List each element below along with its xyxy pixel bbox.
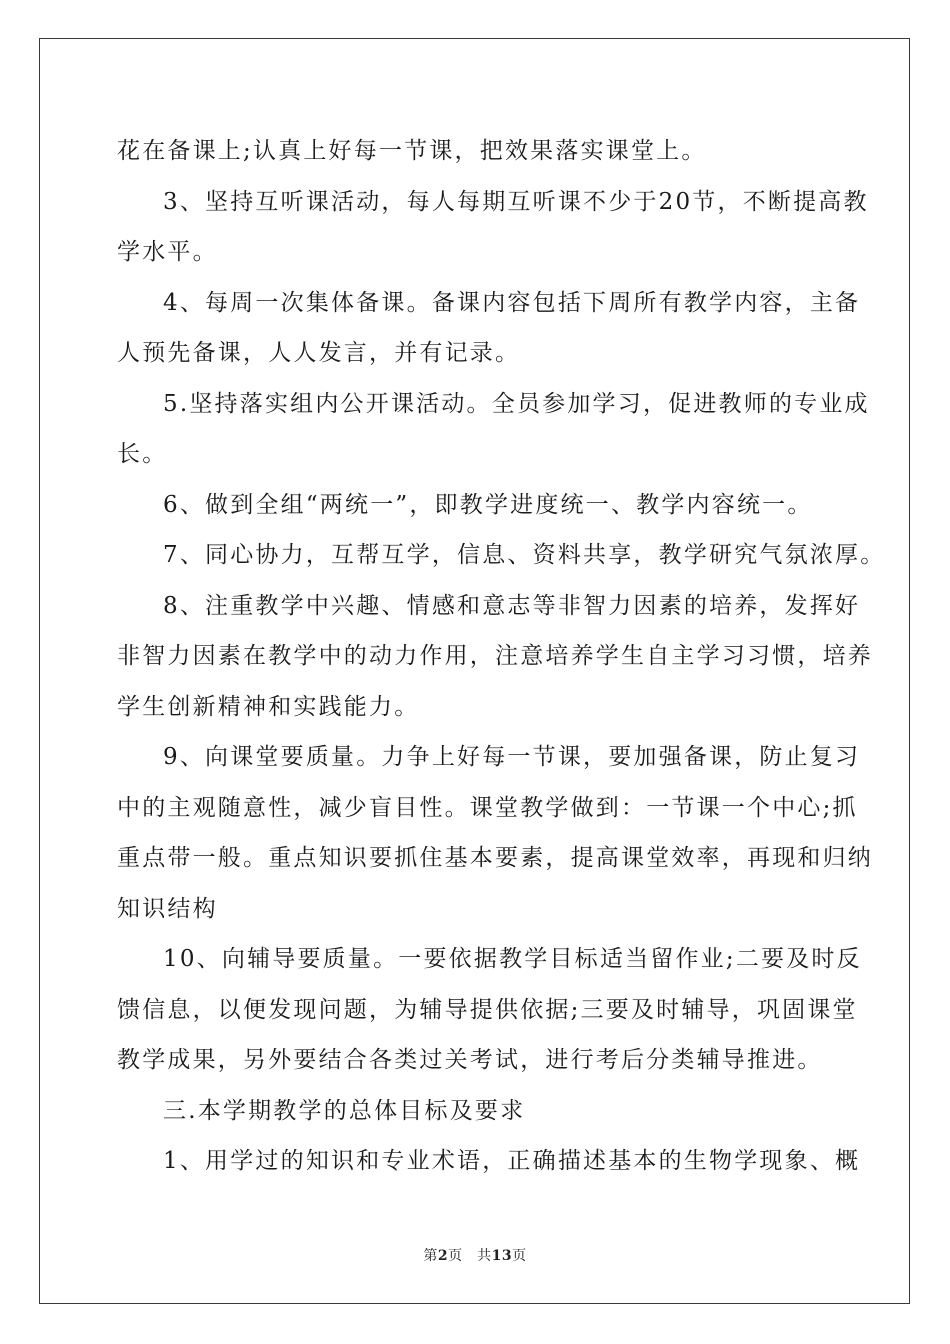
text-line: 4、每周一次集体备课。备课内容包括下周所有教学内容，主备 bbox=[163, 289, 861, 316]
footer-suffix: 页 bbox=[512, 1248, 527, 1264]
text-line: 人预先备课，人人发言，并有记录。 bbox=[117, 340, 521, 366]
text-line: 学生创新精神和实践能力。 bbox=[117, 693, 420, 720]
text-line: 10、向辅导要质量。一要依据教学目标适当留作业;二要及时反 bbox=[163, 946, 862, 972]
text-line: 教学成果，另外要结合各类过关考试，进行考后分类辅导推进。 bbox=[117, 1047, 823, 1073]
text-line: 1、用学过的知识和专业术语，正确描述基本的生物学现象、概 bbox=[163, 1148, 861, 1174]
footer-prefix: 第 bbox=[423, 1248, 438, 1264]
text-line: 6、做到全组“两统一”，即教学进度统一、教学内容统一。 bbox=[163, 491, 813, 518]
footer-middle: 页 共 bbox=[448, 1248, 492, 1264]
section-heading: 三.本学期教学的总体目标及要求 bbox=[163, 1097, 526, 1124]
footer-total-pages: 13 bbox=[491, 1248, 513, 1264]
text-line: 8、注重教学中兴趣、情感和意志等非智力因素的培养，发挥好 bbox=[163, 592, 861, 619]
footer-page-number: 2 bbox=[437, 1248, 449, 1264]
text-line: 3、坚持互听课活动，每人每期互听课不少于20节，不断提高教 bbox=[163, 188, 869, 215]
text-line: 馈信息，以便发现问题，为辅导提供依据;三要及时辅导，巩固课堂 bbox=[117, 996, 858, 1023]
text-line: 9、向课堂要质量。力争上好每一节课，要加强备课，防止复习 bbox=[163, 744, 861, 770]
document-body bbox=[117, 126, 886, 1187]
text-line: 5.坚持落实组内公开课活动。全员参加学习，促进教师的专业成 bbox=[163, 390, 870, 417]
text-line: 非智力因素在教学中的动力作用，注意培养学生自主学习习惯，培养 bbox=[117, 643, 873, 669]
text-line: 长。 bbox=[117, 441, 168, 467]
text-line: 中的主观随意性，减少盲目性。课堂教学做到：一节课一个中心;抓 bbox=[117, 794, 858, 821]
text-line: 知识结构 bbox=[117, 895, 218, 922]
text-line: 学水平。 bbox=[117, 239, 218, 265]
page-footer bbox=[0, 1245, 950, 1265]
text-line: 7、同心协力，互帮互学，信息、资料共享，教学研究气氛浓厚。 bbox=[163, 542, 886, 568]
text-line: 花在备课上;认真上好每一节课，把效果落实课堂上。 bbox=[117, 138, 707, 164]
text-line: 重点带一般。重点知识要抓住基本要素，提高课堂效率，再现和归纳 bbox=[117, 845, 873, 871]
